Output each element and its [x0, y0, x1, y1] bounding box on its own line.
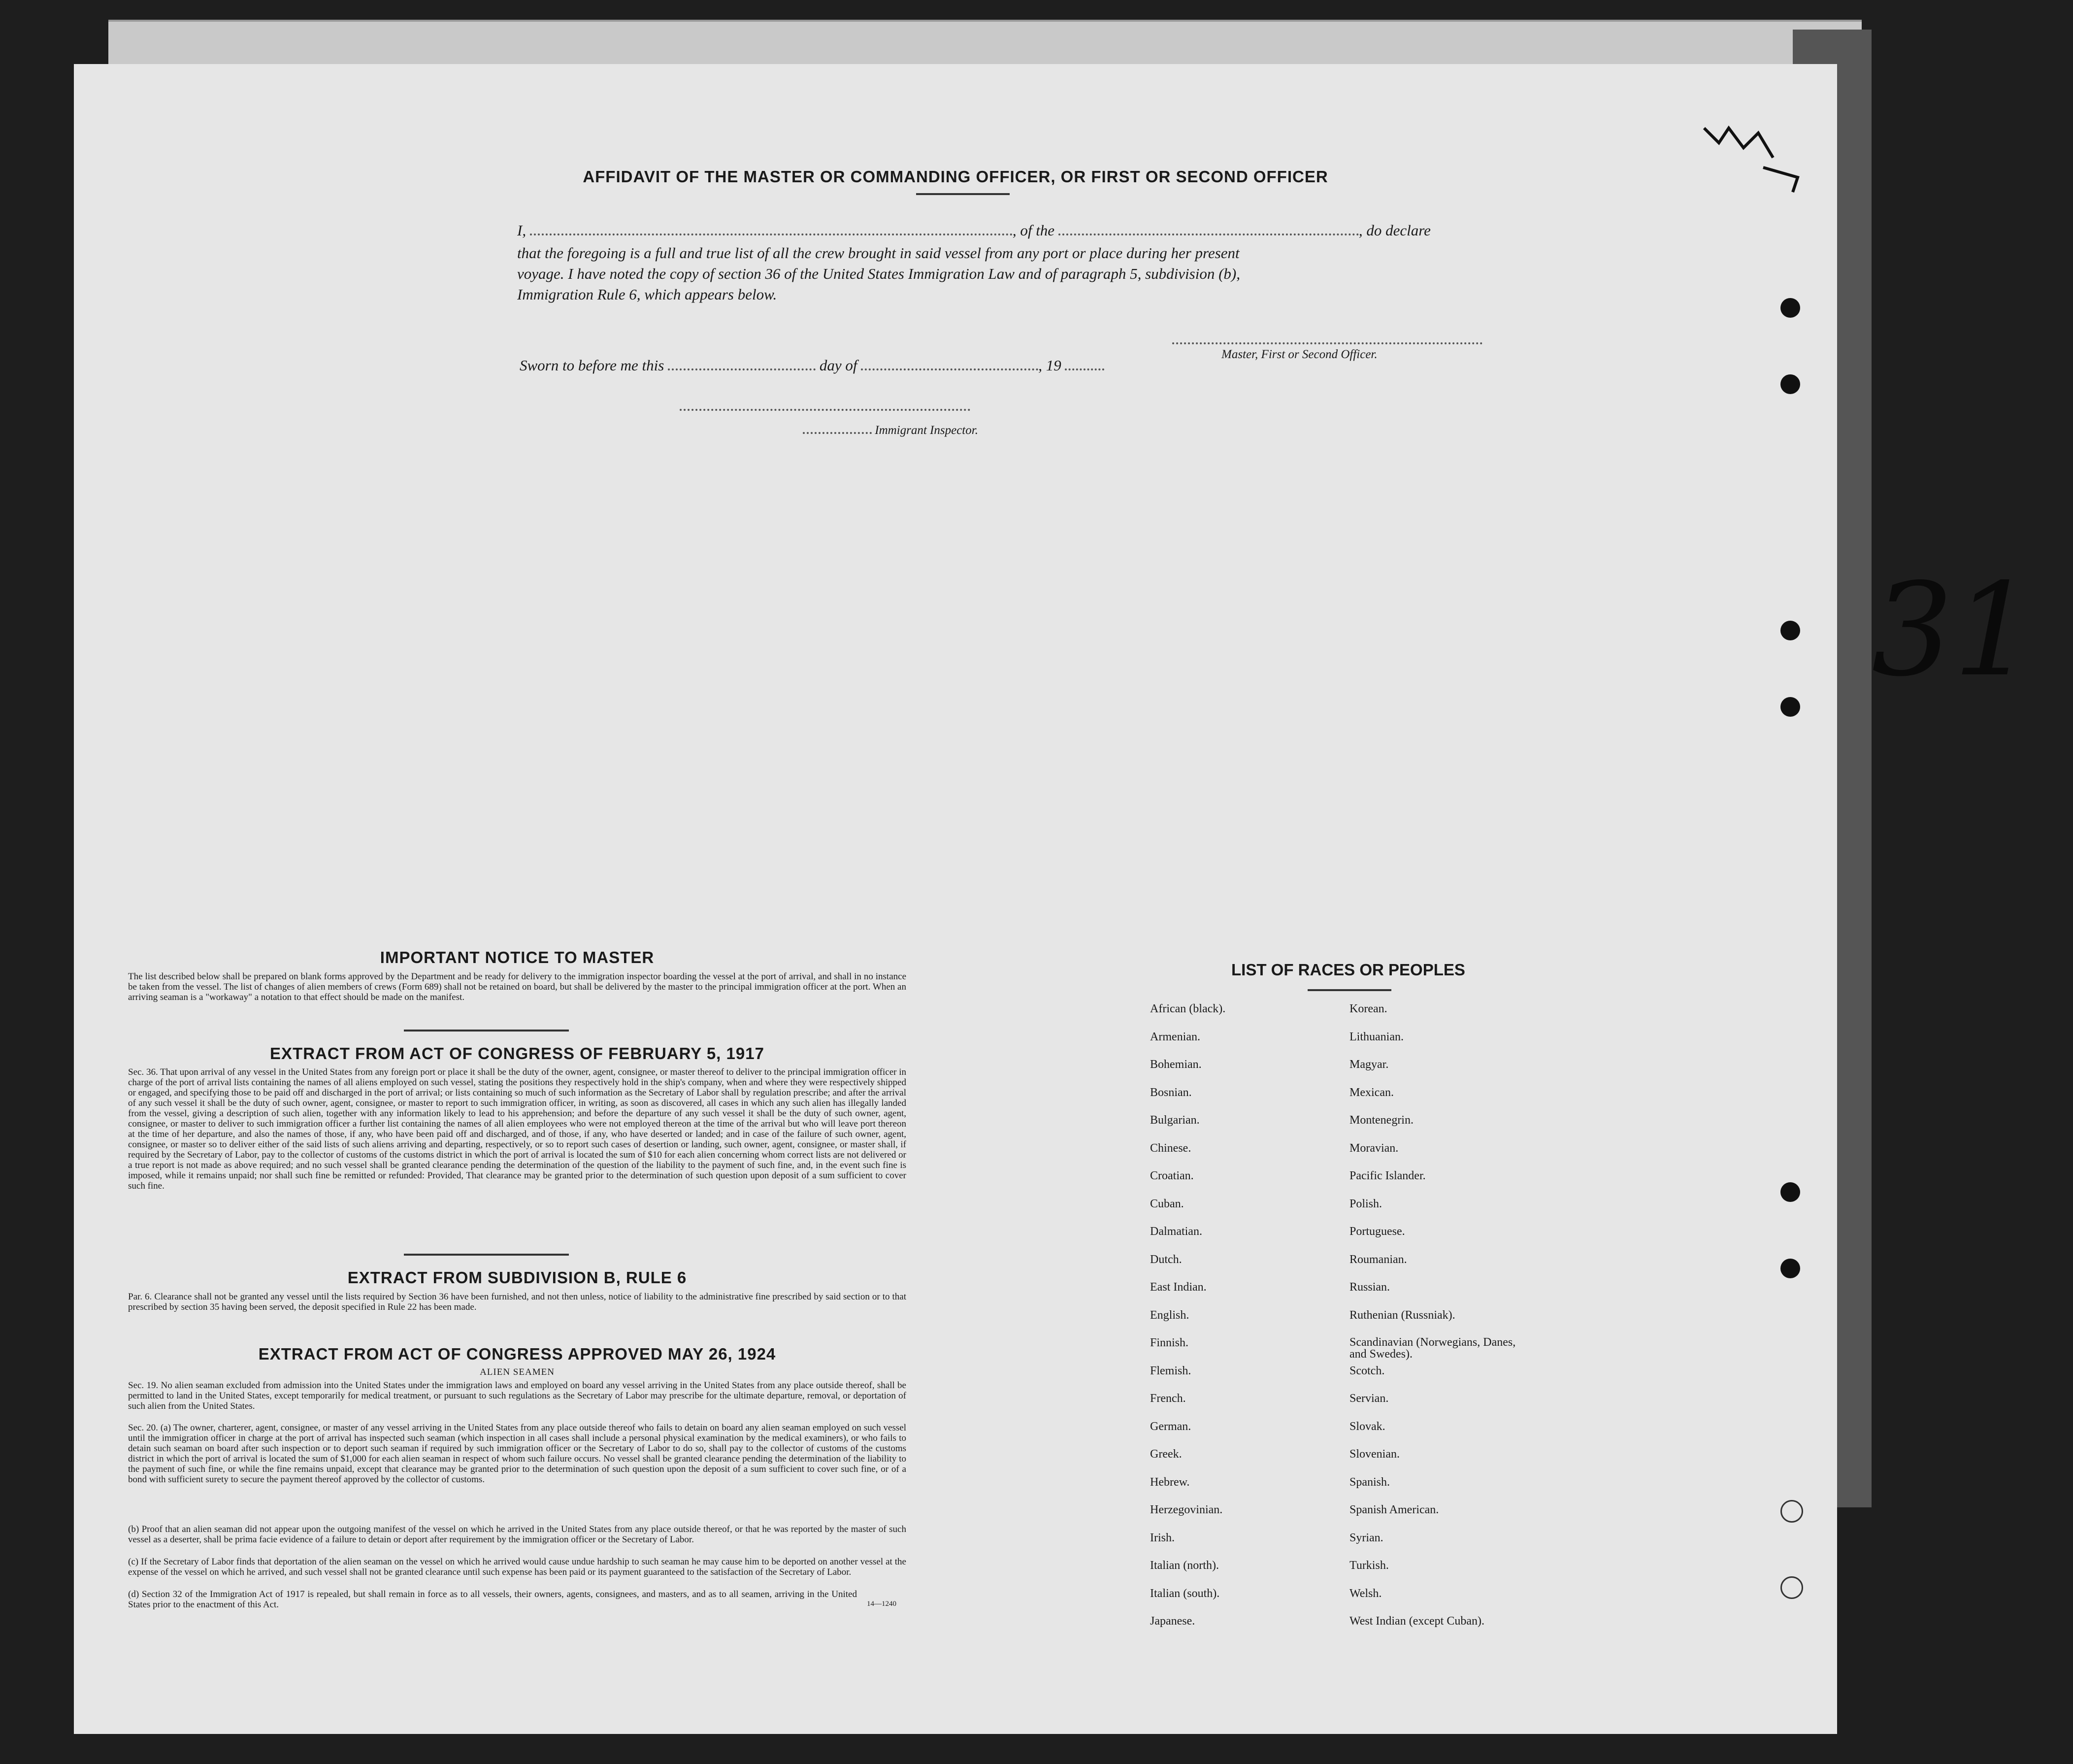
- race-item: Servian.: [1349, 1392, 1389, 1405]
- master-label: Master, First or Second Officer.: [1221, 348, 1378, 361]
- extract-1924-title: EXTRACT FROM ACT OF CONGRESS APPROVED MAY 26, 1924: [258, 1345, 776, 1363]
- race-item: German.: [1150, 1420, 1191, 1433]
- race-item: Croatian.: [1150, 1169, 1194, 1182]
- race-item: Flemish.: [1150, 1364, 1191, 1377]
- race-item: Dutch.: [1150, 1253, 1182, 1266]
- race-item: Japanese.: [1150, 1615, 1195, 1628]
- day-of-label: day of: [819, 357, 857, 374]
- sworn-label: Sworn to before me this: [520, 357, 664, 374]
- punch-hole: [1780, 697, 1800, 717]
- inspector-signature-line[interactable]: [680, 409, 970, 411]
- race-item: Lithuanian.: [1349, 1030, 1404, 1043]
- race-item: Spanish.: [1349, 1475, 1390, 1489]
- races-title: LIST OF RACES OR PEOPLES: [1231, 961, 1465, 979]
- inspector-label: Immigrant Inspector.: [875, 424, 978, 437]
- race-item: Armenian.: [1150, 1030, 1200, 1043]
- punch-hole: [1780, 1500, 1803, 1523]
- punch-hole: [1780, 298, 1800, 318]
- year-label: , 19: [1038, 357, 1061, 374]
- extract-1917-rule: [404, 1254, 569, 1256]
- affidavit-line2: that the foregoing is a full and true list of all the crew brought in said vessel from any port or place during her present: [517, 244, 1240, 262]
- sworn-date-field[interactable]: [668, 368, 816, 370]
- punch-hole: [1780, 621, 1800, 640]
- extract-1917-title: EXTRACT FROM ACT OF CONGRESS OF FEBRUARY 5, 1917: [270, 1044, 764, 1063]
- race-item: Russian.: [1349, 1281, 1390, 1294]
- sworn-line: [520, 357, 1104, 374]
- race-item: Spanish American.: [1349, 1503, 1439, 1516]
- notice-body: The list described below shall be prepared on blank forms approved by the Department and be ready for delivery to the immigration inspector boarding the vessel at the port of arrival, and shall in no instance be taken from the vessel. The list of changes of alien members of crews (Form 689) shall not be retained on board, but shall be delivered by the master to the principal immigration officer at the port. When an arriving seaman is a "workaway" a notation to that effect should be made on the manifest.: [128, 971, 906, 1002]
- race-item: African (black).: [1150, 1002, 1226, 1015]
- torn-corner-marks: [1675, 99, 1832, 207]
- race-item: Mexican.: [1349, 1086, 1394, 1099]
- race-item: French.: [1150, 1392, 1186, 1405]
- race-item: Italian (north).: [1150, 1559, 1219, 1572]
- race-item: Chinese.: [1150, 1141, 1191, 1155]
- para-c-text: (c) If the Secretary of Labor finds that deportation of the alien seaman on the vessel on which he arrived would cause undue hardship to such seaman he may cause him to be deported on another vessel at the expense of the vessel on which he arrived, and such vessel shall not be granted clearance until such expense has been paid or its payment guaranteed to the satisfaction of the Secretary of Labor.: [128, 1557, 906, 1577]
- race-item: Magyar.: [1349, 1058, 1389, 1071]
- race-item: Scandinavian (Norwegians, Danes, and Swedes).: [1349, 1336, 1516, 1361]
- affidavit-line1: [517, 222, 1431, 239]
- race-item: Polish.: [1349, 1197, 1382, 1210]
- punch-hole: [1780, 1576, 1803, 1599]
- race-item: Montenegrin.: [1349, 1114, 1414, 1127]
- sec20-text: Sec. 20. (a) The owner, charterer, agent, consignee, or master of any vessel arriving in the United States from any place outside thereof who fails to detain on board any alien seaman employed on such vessel until the immigration officer in charge at the port of arrival has inspected such seaman (which inspection in all cases shall include a personal physical examination by the medical examiners), or who fails to detain such seaman on board after such inspection or to deport such seaman if required by such immigration officer or the Secretary of Labor to do so, shall pay to the collector of customs of the customs district in which the port of arrival is located the sum of $1,000 for each alien seaman in respect of whom such failure occurs. No vessel shall be granted clearance pending the determination of the liability to the payment of such fine, or while the fine remains unpaid, except that clearance may be granted prior to the determination of such question upon the deposit of a sum sufficient to cover such fine, or of a bond with sufficient surety to secure the payment thereof approved by the collector of customs.: [128, 1423, 906, 1485]
- sec19-text: Sec. 19. No alien seaman excluded from admission into the United States under the immigration laws and employed on board any vessel arriving in the United States from any place outside thereof, shall be permitted to land in the United States, except temporarily for medical treatment, or pursuant to such regulations as the Secretary of Labor may prescribe for the ultimate departure, removal, or deportation of such alien from the United States.: [128, 1380, 906, 1411]
- rule6-body: Par. 6. Clearance shall not be granted any vessel until the lists required by Section 36 have been furnished, and not then unless, notice of liability to the administrative fine prescribed by said section or to that prescribed by section 35 having been served, the deposit specified in Rule 22 has been made.: [128, 1292, 906, 1312]
- i-label: I,: [517, 222, 526, 239]
- race-item: Hebrew.: [1150, 1475, 1190, 1489]
- year-field[interactable]: [1065, 368, 1104, 370]
- para-b-text: (b) Proof that an alien seaman did not appear upon the outgoing manifest of the vessel on which he arrived in the United States from any place outside thereof, or that he was reported by the master of such vessel as a deserter, shall be prima facie evidence of a failure to detain or deport after requirement by the immigration officer or the Secretary of Labor.: [128, 1524, 906, 1545]
- race-item: Portuguese.: [1349, 1225, 1405, 1238]
- extract-1917-body: Sec. 36. That upon arrival of any vessel in the United States from any foreign port or place it shall be the duty of the owner, agent, consignee, or master thereof to deliver to the principal immigration officer in charge of the port of arrival lists containing the names of all aliens employed on such vessel, stating the positions they respectively hold in the ship's company, when and where they were respectively shipped or engaged, and specifying those to be paid off and discharged in the port of arrival; or lists containing so much of such information as the Secretary of Labor shall by regulation prescribe; and after the arrival of any such vessel it shall be the duty of such owner, agent, consignee, or master to report to such immigration officer, in writing, as soon as discovered, all cases in which any such alien has illegally landed from the vessel, giving a description of such alien, together with any information likely to lead to his apprehension; and before the departure of any such vessel it shall be the duty of such owner, agent, consignee, or master to deliver to such immigration officer a further list containing the names of all alien employees who were not employed thereon at the time of the arrival but who will leave port thereon at the time of her departure, and also the names of those, if any, who have been paid off and discharged, and of those, if any, who have deserted or landed; and in case of the failure of such owner, agent, consignee, or master so to deliver either of the said lists of such aliens arriving and departing, respectively, or so to report such cases of desertion or landing, such owner, agent, consignee, or master shall, if required by the Secretary of Labor, pay to the collector of customs of the customs district in which the port of arrival is located the sum of $10 for each alien concerning whom correct lists are not delivered or a true report is not made as above required; and no such vessel shall be granted clearance pending the determination of the question of the liability to the payment of such fine, and, in the event such fine is imposed, while it remains unpaid; nor shall such fine be remitted or refunded: Provided, That clearance may be granted prior to the determination of such question upon deposit of a sum sufficient to cover such fine.: [128, 1067, 906, 1191]
- affidavit-line4: Immigration Rule 6, which appears below.: [517, 286, 777, 303]
- notice-rule: [404, 1030, 569, 1032]
- inspector-dots: [803, 432, 872, 434]
- rule6-title: EXTRACT FROM SUBDIVISION B, RULE 6: [347, 1268, 687, 1287]
- affidavit-line3: voyage. I have noted the copy of section 36 of the United States Immigration Law and of paragraph 5, subdivision (b),: [517, 265, 1240, 282]
- form-number: 14—1240: [867, 1600, 896, 1608]
- race-item: Welsh.: [1349, 1587, 1382, 1600]
- alien-seamen-subtitle: ALIEN SEAMEN: [480, 1367, 555, 1377]
- race-item: Herzegovinian.: [1150, 1503, 1223, 1516]
- race-item: Moravian.: [1349, 1141, 1399, 1155]
- race-item: Bohemian.: [1150, 1058, 1202, 1071]
- race-item: English.: [1150, 1308, 1189, 1322]
- race-item: Scotch.: [1349, 1364, 1385, 1377]
- race-item: Roumanian.: [1349, 1253, 1407, 1266]
- race-item: Korean.: [1349, 1002, 1387, 1015]
- race-item: Ruthenian (Russniak).: [1349, 1308, 1455, 1322]
- race-item: Slovenian.: [1349, 1448, 1400, 1461]
- month-field[interactable]: [861, 368, 1038, 370]
- race-item: Italian (south).: [1150, 1587, 1220, 1600]
- para-d-text: (d) Section 32 of the Immigration Act of 1917 is repealed, but shall remain in force as to all vessels, their owners, agents, consignees, and masters, and as to all seamen, arriving in the United States prior to the enactment of this Act.: [128, 1589, 857, 1610]
- race-item: East Indian.: [1150, 1281, 1207, 1294]
- race-item: Turkish.: [1349, 1559, 1389, 1572]
- race-item: Bosnian.: [1150, 1086, 1192, 1099]
- handwritten-number: 31: [1872, 556, 2035, 705]
- punch-hole: [1780, 1259, 1800, 1278]
- notice-title: IMPORTANT NOTICE TO MASTER: [380, 948, 655, 966]
- race-item: Greek.: [1150, 1448, 1182, 1461]
- punch-hole: [1780, 1182, 1800, 1202]
- vessel-field[interactable]: [1058, 233, 1359, 235]
- races-rule: [1308, 989, 1391, 991]
- race-item: Slovak.: [1349, 1420, 1385, 1433]
- of-the-label: , of the: [1012, 222, 1055, 239]
- race-item: Irish.: [1150, 1531, 1175, 1544]
- race-item: Dalmatian.: [1150, 1225, 1202, 1238]
- form-page: [74, 64, 1837, 1734]
- do-declare-label: , do declare: [1358, 222, 1431, 239]
- affidavit-title: AFFIDAVIT OF THE MASTER OR COMMANDING OFFICER, OR FIRST OR SECOND OFFICER: [583, 167, 1328, 186]
- name-field[interactable]: [530, 233, 1013, 235]
- inspector-line: [803, 424, 978, 437]
- punch-hole: [1780, 374, 1800, 394]
- race-item: Syrian.: [1349, 1531, 1383, 1544]
- race-item: Cuban.: [1150, 1197, 1184, 1210]
- race-item: Finnish.: [1150, 1336, 1189, 1349]
- master-signature-line[interactable]: [1172, 342, 1482, 344]
- race-item: Pacific Islander.: [1349, 1169, 1426, 1182]
- race-item: West Indian (except Cuban).: [1349, 1615, 1484, 1628]
- title-rule: [916, 193, 1010, 195]
- race-item: Bulgarian.: [1150, 1114, 1200, 1127]
